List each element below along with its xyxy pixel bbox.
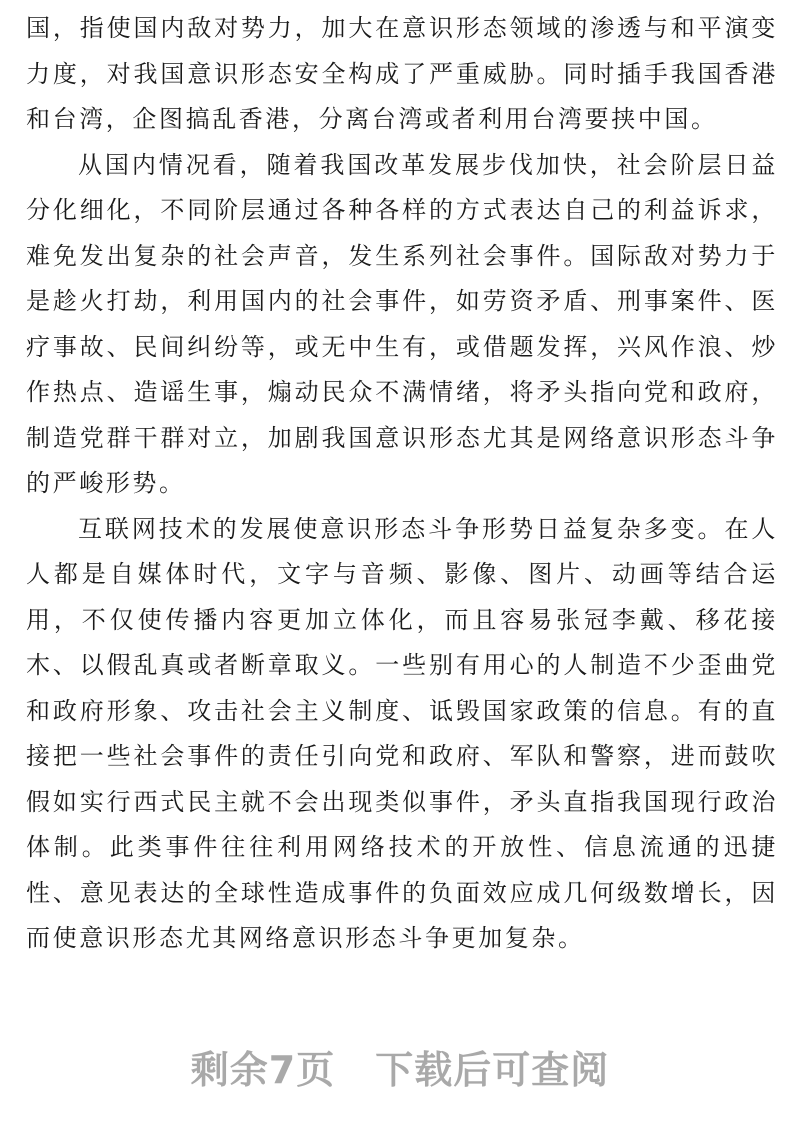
download-prompt[interactable] [0, 1040, 800, 1100]
remaining-pages-label: 剩余7页 [190, 1048, 336, 1092]
document-body [26, 6, 778, 962]
paragraph-2: 从国内情况看，随着我国改革发展步伐加快，社会阶层日益分化细化，不同阶层通过各种各样的方式表达自己的利益诉求，难免发出复杂的社会声音，发生系列社会事件。国际敌对势力于是趁火打劫，利用国内的社会事件，如劳资矛盾、刑事案件、医疗事故、民间纠纷等，或无中生有，或借题发挥，兴风作浪、炒作热点、造谣生事，煽动民众不满情绪，将矛头指向党和政府，制造党群干群对立，加剧我国意识形态尤其是网络意识形态斗争的严峻形势。 [26, 150, 778, 497]
paragraph-1: 国，指使国内敌对势力，加大在意识形态领域的渗透与和平演变力度，对我国意识形态安全构成了严重威胁。同时插手我国香港和台湾，企图搞乱香港，分离台湾或者利用台湾要挟中国。 [26, 14, 778, 133]
paragraph-3: 互联网技术的发展使意识形态斗争形势日益复杂多变。在人人都是自媒体时代，文字与音频、影像、图片、动画等结合运用，不仅使传播内容更加立体化，而且容易张冠李戴、移花接木、以假乱真或者断章取义。一些别有用心的人制造不少歪曲党和政府形象、攻击社会主义制度、诋毁国家政策的信息。有的直接把一些社会事件的责任引向党和政府、军队和警察，进而鼓吹假如实行西式民主就不会出现类似事件，矛头直指我国现行政治体制。此类事件往往利用网络技术的开放性、信息流通的迅捷性、意见表达的全球性造成事件的负面效应成几何级数增长，因而使意识形态尤其网络意识形态斗争更加复杂。 [26, 514, 778, 952]
download-to-view-label: 下载后可查阅 [375, 1048, 610, 1092]
